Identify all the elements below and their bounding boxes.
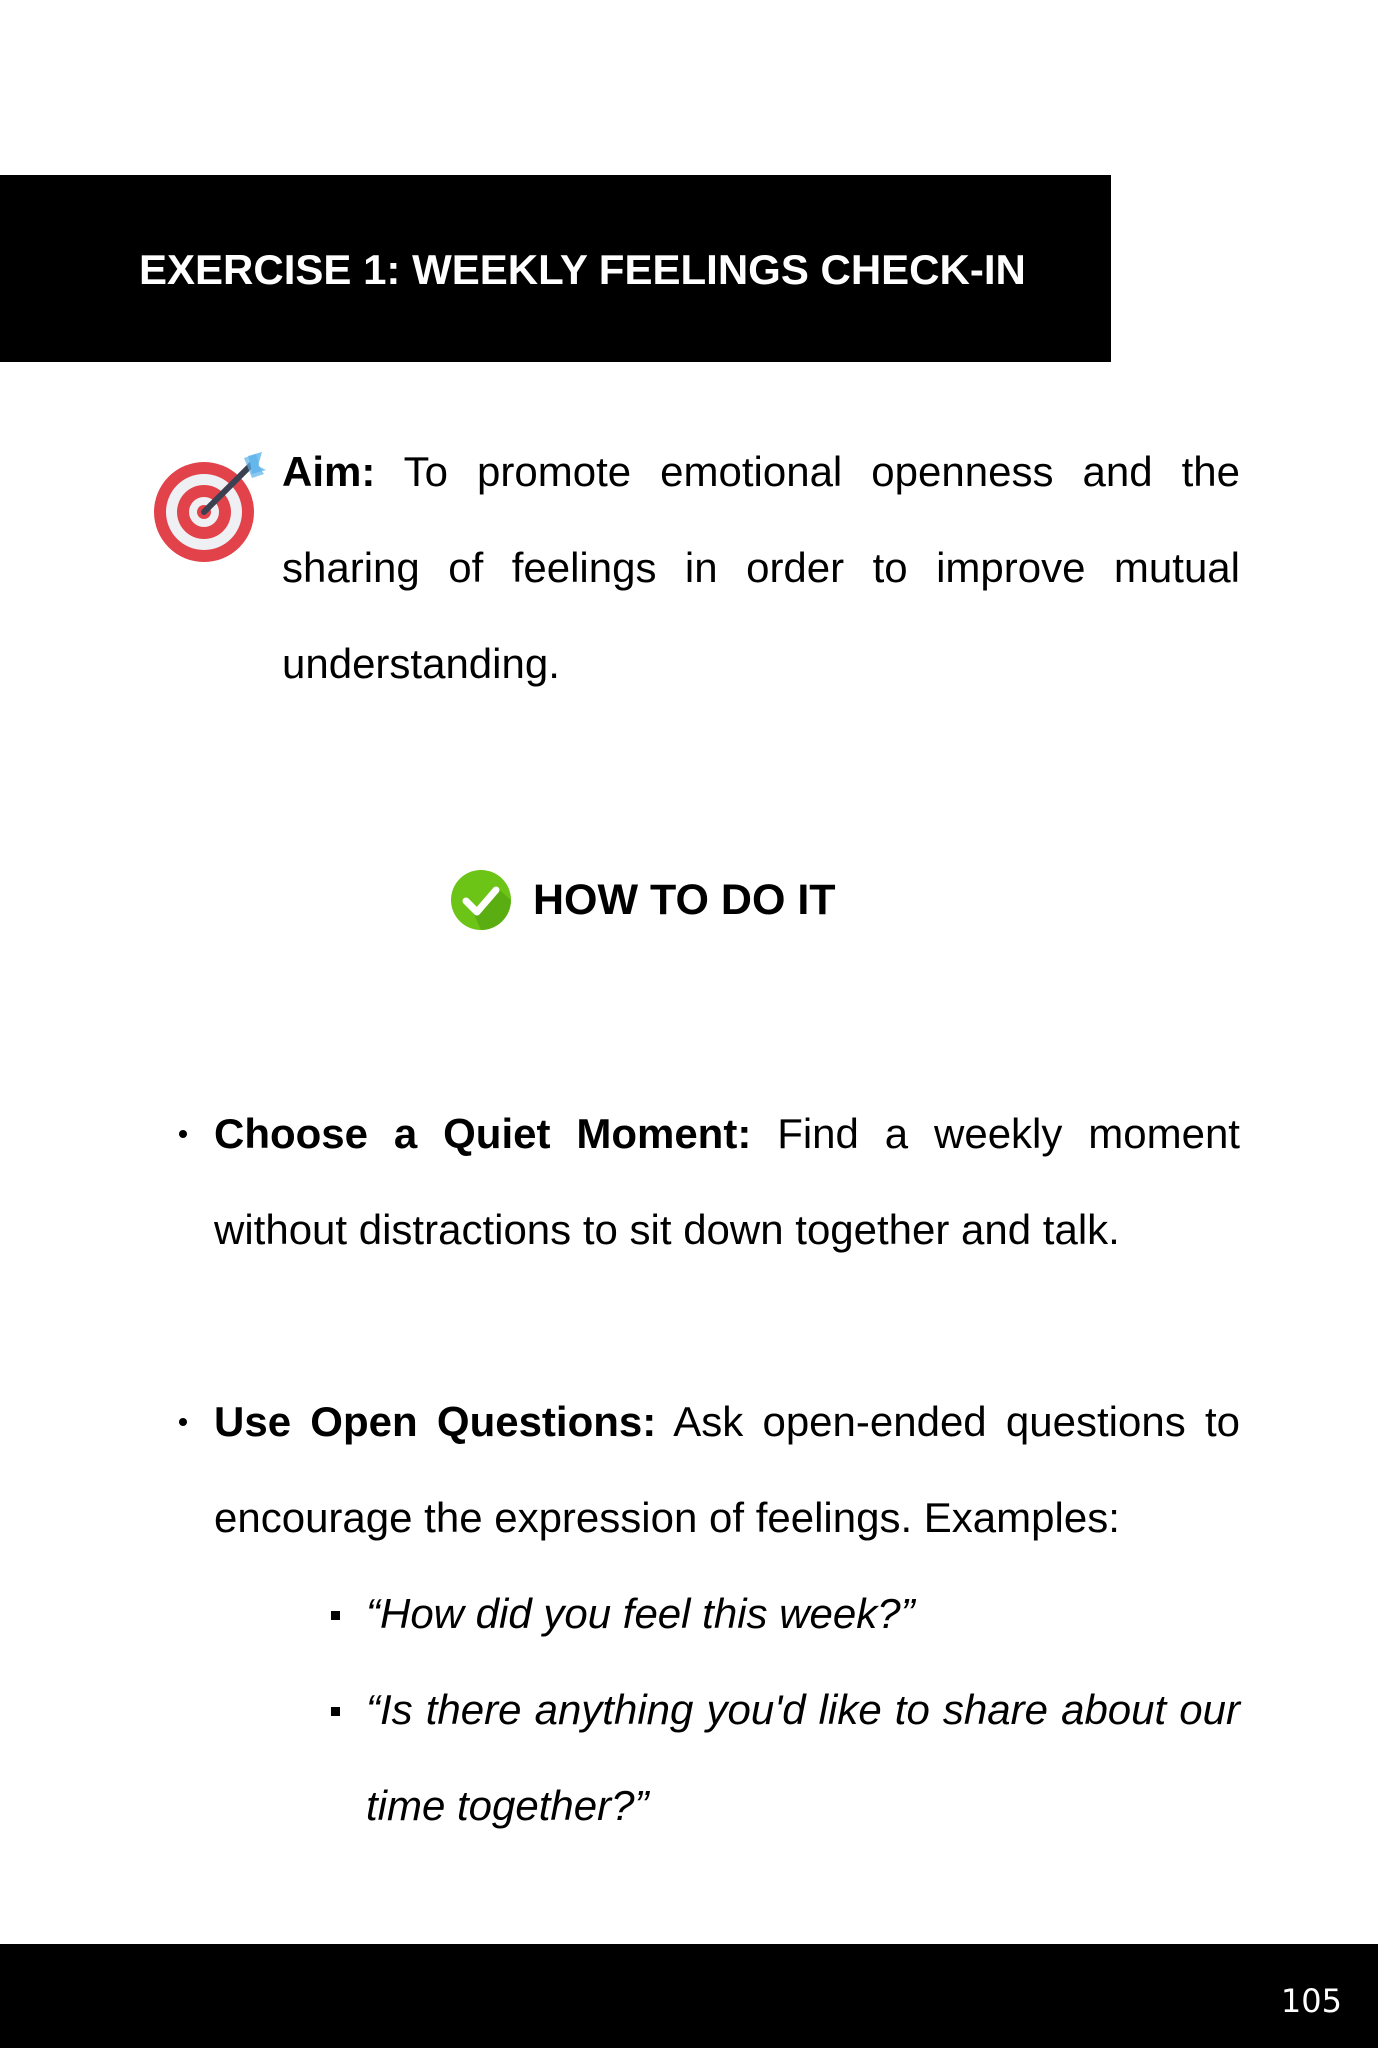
sub-bullet-square — [331, 1707, 340, 1716]
list-item — [214, 1374, 1240, 1566]
footer-bar — [0, 1944, 1378, 2048]
how-to-title: HOW TO DO IT — [533, 875, 836, 924]
step-label: Use Open Questions: — [214, 1398, 657, 1445]
aim-paragraph — [282, 424, 1240, 712]
page-number: 105 — [1280, 1982, 1342, 2020]
aim-text: To promote emotional openness and the sharing of feelings in order to improve mutual understanding. — [282, 448, 1240, 687]
step-text: Ask open-ended questions to encourage the expression of feelings. Examples: — [214, 1398, 1240, 1541]
list-item — [214, 1086, 1240, 1278]
aim-label: Aim: — [282, 448, 376, 495]
page-title: EXERCISE 1: WEEKLY FEELINGS CHECK-IN — [139, 245, 1026, 293]
sub-bullet-square — [331, 1611, 340, 1620]
target-dart-icon — [152, 450, 268, 566]
bullet-dot — [179, 1130, 187, 1138]
example-question: “Is there anything you'd like to share about our time together?” — [366, 1686, 1240, 1829]
example-question: “How did you feel this week?” — [366, 1590, 915, 1637]
bullet-dot — [179, 1418, 187, 1426]
step-label: Choose a Quiet Moment: — [214, 1110, 752, 1157]
step-text: Find a weekly moment without distractions to sit down together and talk. — [214, 1110, 1240, 1253]
title-banner — [0, 175, 1111, 362]
checkmark-circle-icon — [449, 868, 513, 932]
how-to-heading — [449, 868, 836, 932]
